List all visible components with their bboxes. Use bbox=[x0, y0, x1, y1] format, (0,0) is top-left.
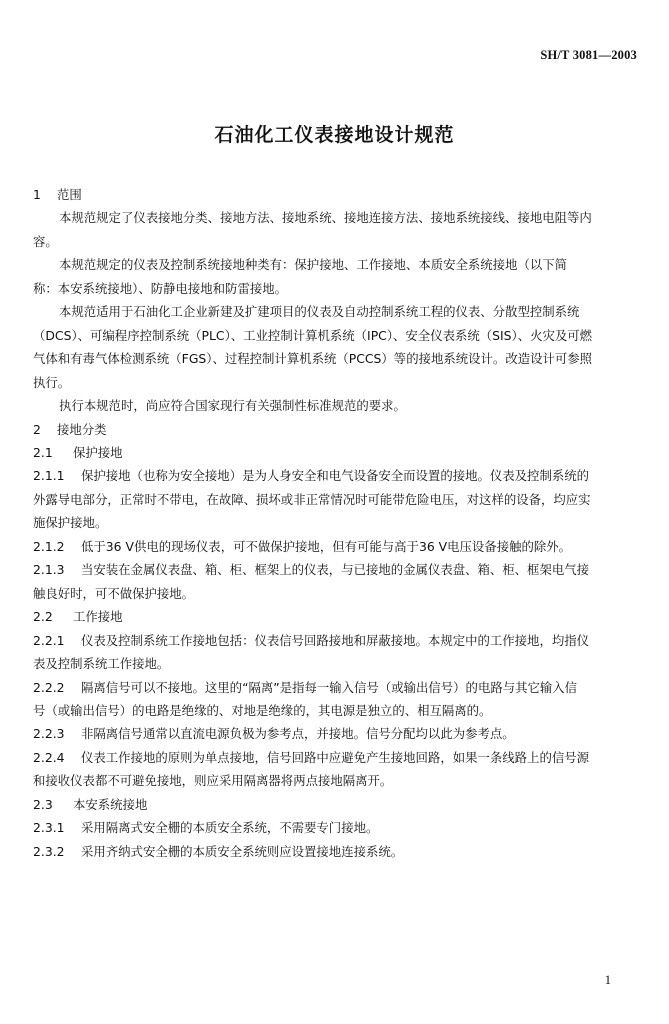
line-text: 本安系统接地 bbox=[73, 796, 148, 812]
clause-line bbox=[33, 746, 637, 769]
clause-number: 2.2.1 bbox=[33, 632, 65, 648]
clause-number: 2.2.4 bbox=[33, 749, 65, 765]
line-text: 本规范适用于石油化工企业新建及扩建项目的仪表及自动控制系统工程的仪表、分散型控制系统 bbox=[59, 304, 580, 320]
line-text: 采用齐纳式安全栅的本质安全系统则应设置接地连接系统。 bbox=[81, 843, 404, 859]
clause-line bbox=[33, 676, 637, 699]
clause-number: 2 bbox=[33, 421, 41, 437]
clause-number: 2.3 bbox=[33, 796, 53, 812]
clause-number: 2.1.3 bbox=[33, 562, 65, 578]
text-line bbox=[33, 394, 637, 417]
clause-number: 2.2.2 bbox=[33, 679, 65, 695]
line-text: 隔离信号可以不接地。这里的“隔离”是指每一输入信号（或输出信号）的电路与其它输入信 bbox=[81, 679, 578, 695]
clause-line bbox=[33, 629, 637, 652]
line-text: 容。 bbox=[33, 233, 58, 249]
line-text: 仪表工作接地的原则为单点接地，信号回路中应避免产生接地回路，如果一条线路上的信号源 bbox=[81, 749, 590, 765]
text-line bbox=[33, 582, 637, 605]
page-number: 1 bbox=[604, 973, 611, 987]
line-text: 和接收仪表都不可避免接地，则应采用隔离器将两点接地隔离开。 bbox=[33, 773, 393, 789]
text-line bbox=[33, 324, 637, 347]
line-text: 外露导电部分，正常时不带电，在故障、损坏或非正常情况时可能带危险电压，对这样的设备，均应实 bbox=[33, 491, 591, 507]
line-text: 低于36 V供电的现场仪表，可不做保护接地，但有可能与高于36 V电压设备接触的除外。 bbox=[81, 538, 572, 554]
line-text: 采用隔离式安全栅的本质安全系统，不需要专门接地。 bbox=[81, 820, 379, 836]
clause-line bbox=[33, 816, 637, 839]
text-line bbox=[33, 300, 637, 323]
line-text: 工作接地 bbox=[73, 609, 123, 625]
line-text: 接地分类 bbox=[57, 421, 107, 437]
clause-line bbox=[33, 840, 637, 863]
clause-number: 2.2 bbox=[33, 609, 53, 625]
clause-line bbox=[33, 535, 637, 558]
clause-line bbox=[33, 558, 637, 581]
line-text: 称：本安系统接地）、防静电接地和防雷接地。 bbox=[33, 280, 288, 296]
line-text: 触良好时，可不做保护接地。 bbox=[33, 585, 195, 601]
line-text: 执行本规范时，尚应符合国家现行有关强制性标准规范的要求。 bbox=[59, 398, 406, 414]
clause-number: 2.1 bbox=[33, 444, 53, 460]
line-text: 本规范规定了仪表接地分类、接地方法、接地系统、接地连接方法、接地系统接线、接地电阻等内 bbox=[59, 210, 592, 226]
clause-number: 2.1.2 bbox=[33, 538, 65, 554]
text-line bbox=[33, 699, 637, 722]
document-title: 石油化工仪表接地设计规范 bbox=[214, 124, 455, 146]
line-text: 号（或输出信号）的电路是绝缘的、对地是绝缘的，其电源是独立的、相互隔离的。 bbox=[33, 702, 492, 718]
text-line bbox=[33, 347, 637, 370]
text-line bbox=[33, 206, 637, 229]
line-text: 气体和有毒气体检测系统（FGS）、过程控制计算机系统（PCCS）等的接地系统设计。改造设计可参照 bbox=[33, 351, 593, 367]
text-line bbox=[33, 371, 637, 394]
document-body bbox=[33, 183, 637, 863]
text-line bbox=[33, 253, 637, 276]
clause-number: 2.2.3 bbox=[33, 726, 65, 742]
section-heading bbox=[33, 793, 637, 816]
section-heading bbox=[33, 605, 637, 628]
text-line bbox=[33, 511, 637, 534]
line-text: 保护接地（也称为安全接地）是为人身安全和电气设备安全而设置的接地。仪表及控制系统的 bbox=[81, 468, 590, 484]
clause-number: 1 bbox=[33, 187, 41, 202]
line-text: 表及控制系统工作接地。 bbox=[33, 656, 170, 672]
line-text: 本规范规定的仪表及控制系统接地种类有：保护接地、工作接地、本质安全系统接地（以下简 bbox=[59, 257, 568, 273]
standard-code: SH/T 3081—2003 bbox=[540, 48, 637, 62]
text-line bbox=[33, 652, 637, 675]
text-line bbox=[33, 230, 637, 253]
line-text: 当安装在金属仪表盘、箱、柜、框架上的仪表，与已接地的金属仪表盘、箱、柜、框架电气接 bbox=[81, 562, 590, 578]
line-text: 保护接地 bbox=[73, 444, 123, 460]
line-text: 非隔离信号通常以直流电源负极为参考点，并接地。信号分配均以此为参考点。 bbox=[81, 726, 515, 742]
clause-line bbox=[33, 464, 637, 487]
clause-number: 2.3.1 bbox=[33, 820, 65, 836]
line-text: 范围 bbox=[57, 187, 82, 202]
text-line bbox=[33, 488, 637, 511]
text-line bbox=[33, 277, 637, 300]
line-text: （DCS）、可编程序控制系统（PLC）、工业控制计算机系统（IPC）、安全仪表系统（SIS）、火灾及可燃 bbox=[33, 327, 593, 343]
clause-number: 2.3.2 bbox=[33, 843, 65, 859]
section-heading bbox=[33, 441, 637, 464]
section-heading bbox=[33, 418, 637, 441]
line-text: 执行。 bbox=[33, 374, 71, 390]
text-line bbox=[33, 769, 637, 792]
line-text: 仪表及控制系统工作接地包括：仪表信号回路接地和屏蔽接地。本规定中的工作接地，均指仪 bbox=[81, 632, 590, 648]
line-text: 施保护接地。 bbox=[33, 515, 108, 531]
clause-number: 2.1.1 bbox=[33, 468, 65, 484]
section-heading bbox=[33, 183, 637, 206]
clause-line bbox=[33, 722, 637, 745]
